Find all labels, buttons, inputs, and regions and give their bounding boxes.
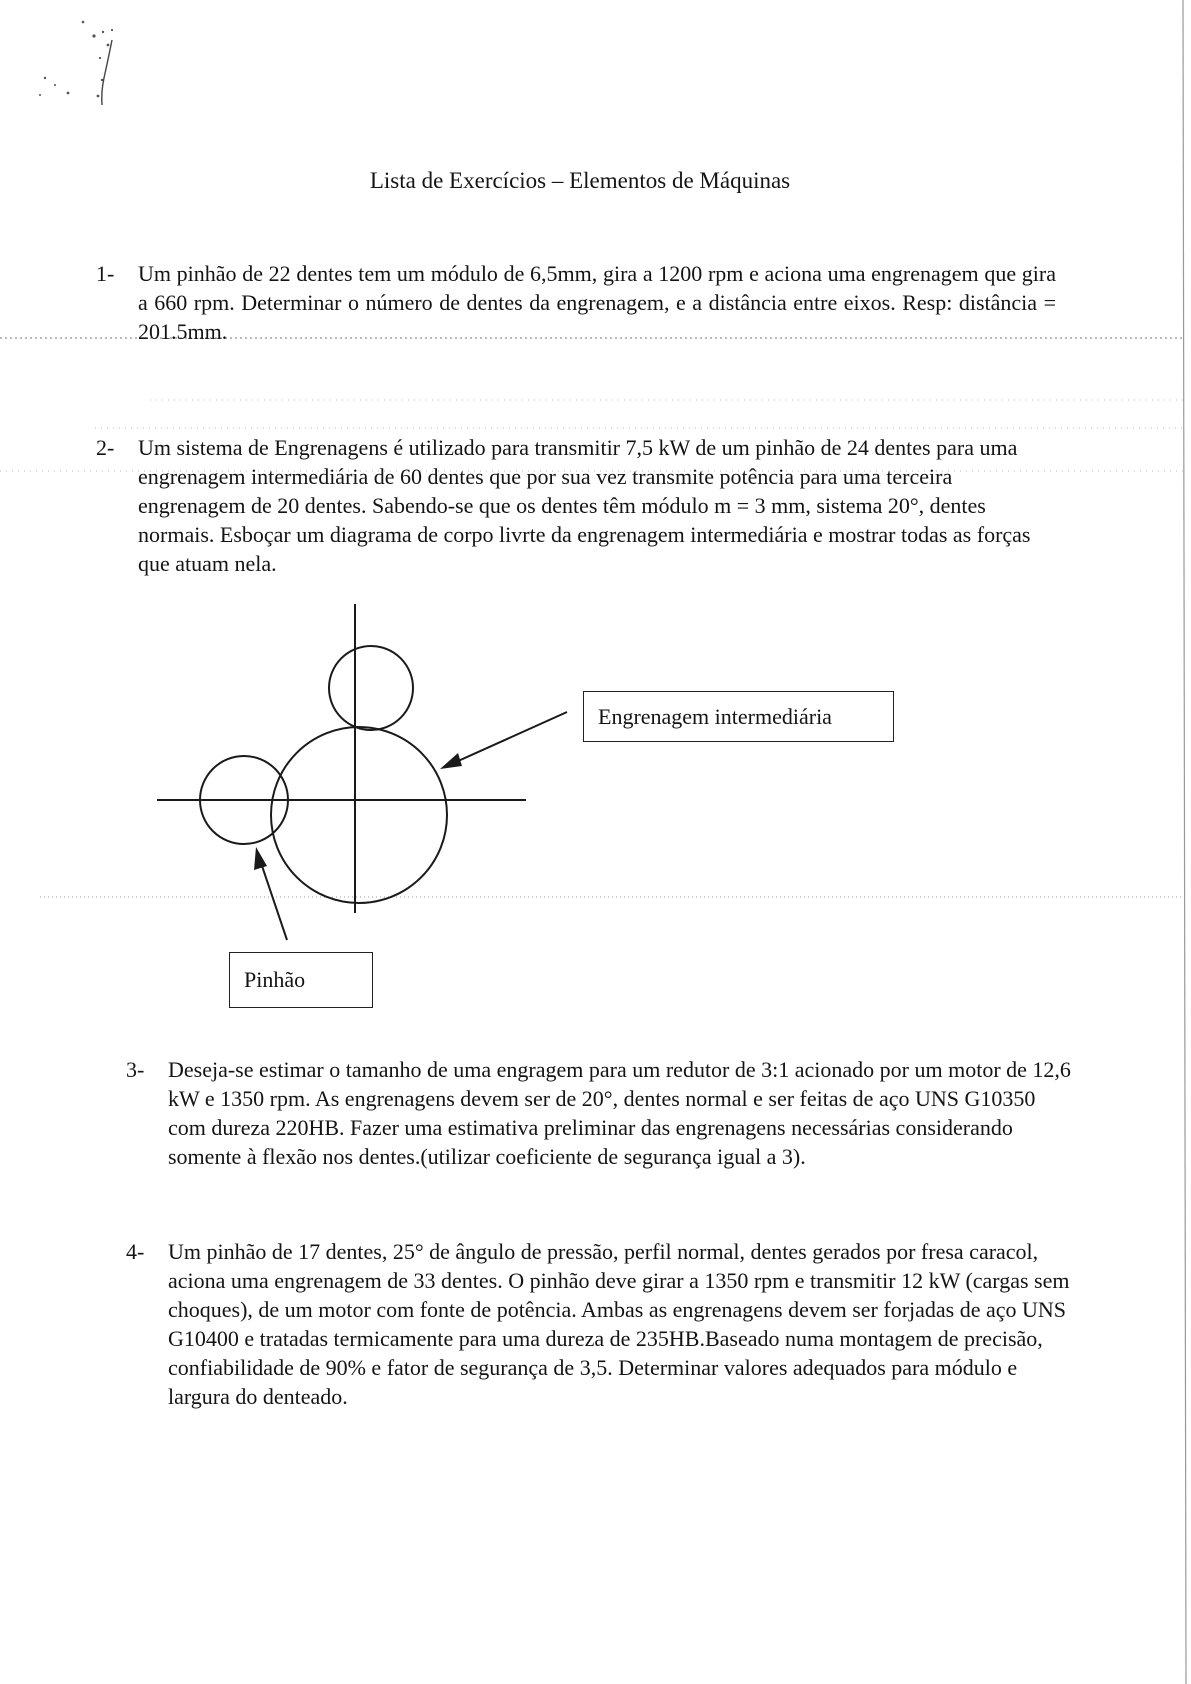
intermediate-gear-circle bbox=[271, 727, 447, 903]
page-title: Lista de Exercícios – Elementos de Máquinas bbox=[369, 168, 791, 193]
upper-gear-circle bbox=[329, 646, 413, 730]
exercise-text: Um pinhão de 17 dentes, 25° de ângulo de pressão, perfil normal, dentes gerados por fresa caracol, aciona uma engrenagem de 33 dentes. O pinhão deve girar a 1350 rpm e transmitir 12 kW (cargas sem choques), de um motor com fonte de potência. Ambas as engrenagens devem ser forjadas de aço UNS G10400 e tratadas termicamente para uma dureza de 235HB.Baseado numa montagem de precisão, confiabilidade de 90% e fator de segurança de 3,5. Determinar valores adequados para módulo e largura do denteado. bbox=[168, 1239, 1070, 1409]
exercise-text: Um sistema de Engrenagens é utilizado para transmitir 7,5 kW de um pinhão de 24 dentes para uma engrenagem intermediária de 60 dentes que por sua vez transmite potência para uma terceira engrenagem de 20 dentes. Sabendo-se que os dentes têm módulo m = 3 mm, sistema 20°, dentes normais. Esboçar um diagrama de corpo livrte da engrenagem intermediária e mostrar todas as forças que atuam nela. bbox=[138, 435, 1031, 576]
exercise-number: 4- bbox=[126, 1239, 145, 1264]
pinion-label: Pinhão bbox=[244, 967, 306, 992]
exercise-text: Deseja-se estimar o tamanho de uma engragem para um redutor de 3:1 acionado por um motor de 12,6 kW e 1350 rpm. As engrenagens devem ser de 20°, dentes normal e ser feitas de aço UNS G10350 com dureza 220HB. Fazer uma estimativa preliminar das engrenagens necessárias considerando somente à flexão nos dentes.(utilizar coeficiente de segurança igual a 3). bbox=[168, 1057, 1071, 1169]
exercise-number: 1- bbox=[96, 261, 115, 286]
exercise-number: 3- bbox=[126, 1057, 145, 1082]
arrowhead-pinion bbox=[254, 847, 267, 870]
exercise-4 bbox=[126, 1237, 1076, 1411]
arrow-to-pinion-line bbox=[260, 860, 287, 940]
arrow-to-intermediate-line bbox=[447, 712, 567, 766]
pinion-label-box bbox=[229, 952, 373, 1008]
arrowhead-intermediate bbox=[440, 753, 462, 769]
exercise-number: 2- bbox=[96, 435, 115, 460]
intermediate-gear-label: Engrenagem intermediária bbox=[598, 703, 832, 729]
exercise-3 bbox=[126, 1055, 1076, 1171]
exercise-text: Um pinhão de 22 dentes tem um módulo de 6,5mm, gira a 1200 rpm e aciona uma engrenagem que gira a 660 rpm. Determinar o número de dentes da engrenagem, e a distância entre eixos. Resp: distância = 201.5mm. bbox=[138, 261, 1056, 344]
intermediate-gear-label-box bbox=[583, 691, 894, 742]
